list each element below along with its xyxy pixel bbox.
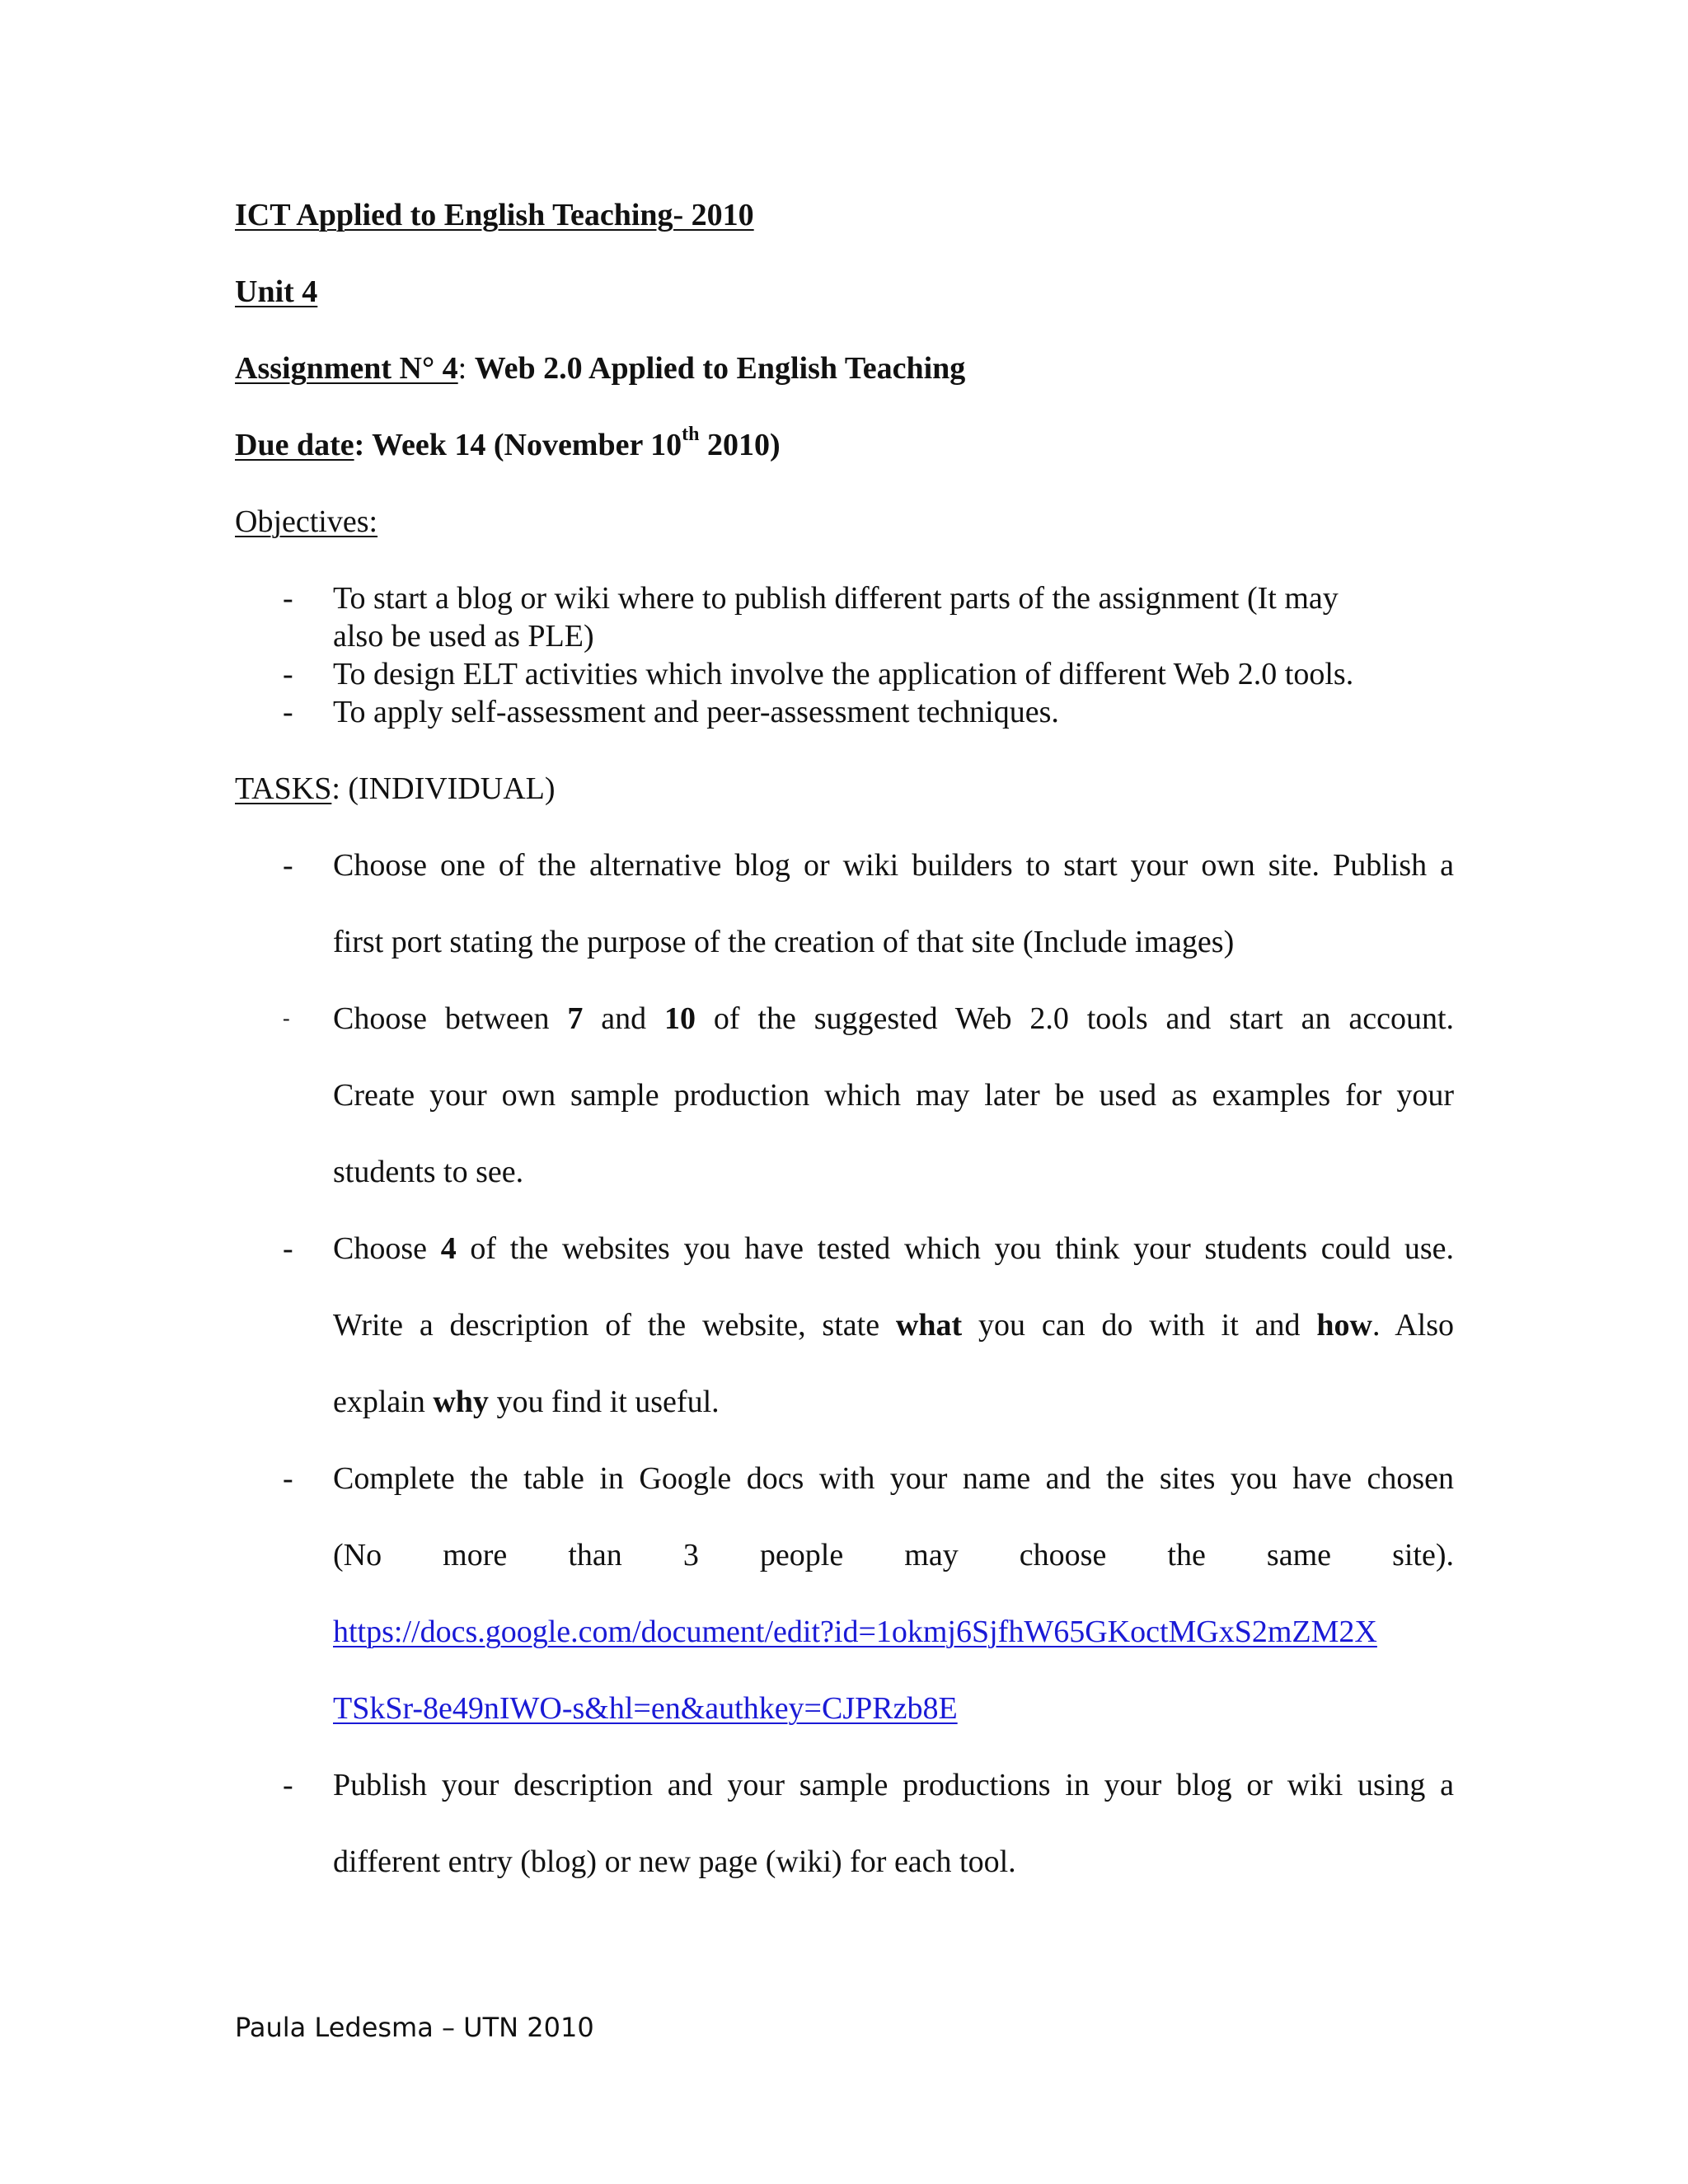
- task-3-bold-word: what: [895, 1308, 963, 1343]
- task-2-line-1: [333, 1000, 1454, 1038]
- task-3-text: you can do with it and: [962, 1308, 1317, 1343]
- task-2-line-2: Create your own sample production which may later be used as examples for your: [333, 1078, 1454, 1113]
- due-date-line: [235, 426, 781, 464]
- assignment-line: [235, 349, 965, 387]
- task-1-line-2: first port stating the purpose of the creation of that site (Include images): [333, 925, 1235, 959]
- task-2-text: of the suggested Web 2.0 tools and start an account.: [696, 1001, 1454, 1036]
- tasks-heading-line: [235, 770, 556, 808]
- objective-bullet: -: [283, 695, 293, 729]
- page-footer: Paula Ledesma – UTN 2010: [235, 2012, 594, 2043]
- assignment-separator: :: [457, 351, 475, 386]
- objective-bullet: -: [283, 657, 293, 691]
- objective-2-line-1: To design ELT activities which involve the application of different Web 2.0 tools.: [333, 657, 1354, 691]
- objective-1-line-1: To start a blog or wiki where to publish different parts of the assignment (It may: [333, 581, 1339, 616]
- task-3-line-3: [333, 1383, 720, 1421]
- task-3-bold-word: how: [1316, 1308, 1372, 1343]
- task-2-text: and: [583, 1001, 665, 1036]
- tasks-heading: TASKS: [235, 771, 332, 806]
- assignment-label: Assignment N° 4: [235, 351, 458, 386]
- task-2-bold-number: 7: [567, 1001, 584, 1036]
- due-date-prefix: : Week 14 (November 10: [354, 428, 682, 462]
- unit-heading: Unit 4: [235, 274, 318, 309]
- task-5-line-2: different entry (blog) or new page (wiki) for each tool.: [333, 1844, 1016, 1879]
- due-date-label: Due date: [235, 428, 354, 462]
- task-4-line-1: Complete the table in Google docs with your name and the sites you have chosen: [333, 1461, 1454, 1496]
- task-bullet: -: [283, 848, 293, 883]
- objectives-heading: Objectives:: [235, 504, 378, 539]
- due-date-value: [354, 424, 781, 462]
- assignment-title: Web 2.0 Applied to English Teaching: [474, 351, 966, 386]
- task-3-bold-word: why: [433, 1385, 489, 1419]
- task-2-line-3: students to see.: [333, 1155, 524, 1189]
- task-3-text: explain: [333, 1385, 434, 1419]
- task-3-text: you find it useful.: [488, 1385, 720, 1419]
- due-date-suffix: 2010): [699, 428, 781, 462]
- objective-bullet: -: [283, 581, 293, 616]
- course-title: ICT Applied to English Teaching- 2010: [235, 198, 754, 232]
- task-3-text: of the websites you have tested which you think your students could use.: [456, 1231, 1455, 1266]
- task-1-line-1: Choose one of the alternative blog or wiki builders to start your own site. Publish a: [333, 848, 1454, 883]
- task-bullet: -: [283, 1768, 293, 1802]
- task-3-text: Write a description of the website, state: [333, 1308, 896, 1343]
- objective-3-line-1: To apply self-assessment and peer-assessment techniques.: [333, 695, 1059, 729]
- task-4-line-2: (No more than 3 people may choose the same site).: [333, 1538, 1454, 1572]
- task-3-line-1: [333, 1230, 1454, 1268]
- google-docs-link-line-1[interactable]: https://docs.google.com/document/edit?id=1okmj6SjfhW65GKoctMGxS2mZM2X: [333, 1615, 1377, 1649]
- task-bullet: -: [283, 1006, 290, 1030]
- task-3-text: Choose: [333, 1231, 441, 1266]
- objective-1-line-2: also be used as PLE): [333, 619, 594, 654]
- task-3-line-2: [333, 1306, 1454, 1344]
- task-bullet: -: [283, 1231, 293, 1266]
- task-bullet: -: [283, 1461, 293, 1496]
- task-2-text: Choose between: [333, 1001, 568, 1036]
- task-2-bold-number: 10: [664, 1001, 696, 1036]
- task-3-bold-number: 4: [440, 1231, 457, 1266]
- due-date-superscript: th: [682, 424, 700, 446]
- google-docs-link-line-2[interactable]: TSkSr-8e49nIWO-s&hl=en&authkey=CJPRzb8E: [333, 1691, 958, 1726]
- tasks-heading-suffix: : (INDIVIDUAL): [331, 771, 556, 806]
- task-5-line-1: Publish your description and your sample productions in your blog or wiki using a: [333, 1768, 1454, 1802]
- task-3-text: . Also: [1372, 1308, 1454, 1343]
